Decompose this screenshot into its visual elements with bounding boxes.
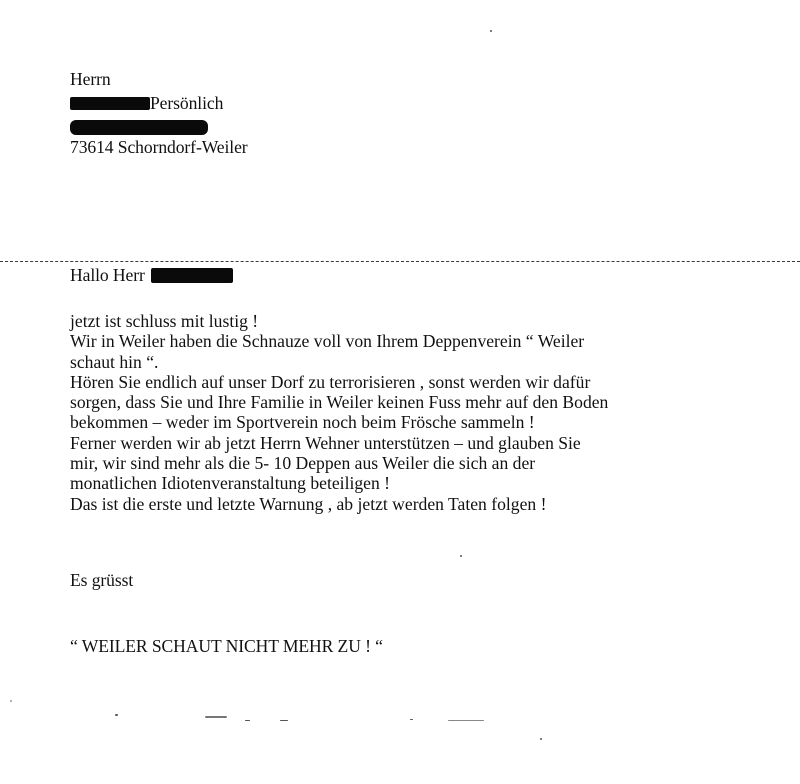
body-line: schaut hin “. <box>70 351 159 372</box>
redacted-greeting-name-bar <box>151 268 233 283</box>
scan-speck <box>448 720 484 721</box>
address-name-suffix: Persönlich <box>150 93 224 113</box>
letter-body <box>70 311 790 514</box>
signature-line: “ WEILER SCHAUT NICHT MEHR ZU ! “ <box>70 636 383 656</box>
body-line: Wir in Weiler haben die Schnauze voll von Ihrem Deppenverein “ Weiler <box>70 331 585 352</box>
scan-speck <box>410 719 413 720</box>
redacted-street-bar <box>70 120 208 135</box>
body-line: Das ist die erste und letzte Warnung , ab jetzt werden Taten folgen ! <box>70 493 547 514</box>
greeting-text: Hallo Herr <box>70 265 145 285</box>
closing-line: Es grüsst <box>70 570 134 590</box>
greeting-line <box>70 264 233 286</box>
scan-speck <box>245 720 250 721</box>
body-line: mir, wir sind mehr als die 5- 10 Deppen aus Weiler die sich an der <box>70 453 536 474</box>
scan-speck <box>540 738 542 740</box>
scan-speck <box>460 555 462 557</box>
body-line: Ferner werden wir ab jetzt Herrn Wehner unterstützen – und glauben Sie <box>70 432 581 453</box>
scan-speck <box>490 30 492 32</box>
body-line: Hören Sie endlich auf unser Dorf zu terrorisieren , sonst werden wir dafür <box>70 371 591 392</box>
body-line: monatlichen Idiotenveranstaltung beteiligen ! <box>70 473 391 494</box>
scan-speck <box>205 716 227 718</box>
address-street-line <box>70 114 208 136</box>
scan-speck <box>115 714 118 716</box>
redacted-name-bar <box>70 97 150 110</box>
scan-speck <box>10 700 12 702</box>
scan-speck <box>280 720 288 721</box>
address-name-line <box>70 92 223 114</box>
address-salutation: Herrn <box>70 69 111 89</box>
fold-line <box>0 261 800 262</box>
body-line: bekommen – weder im Sportverein noch beim Frösche sammeln ! <box>70 412 535 433</box>
body-line: jetzt ist schluss mit lustig ! <box>70 311 259 331</box>
body-line: sorgen, dass Sie und Ihre Familie in Weiler keinen Fuss mehr auf den Boden <box>70 392 609 413</box>
address-city: 73614 Schorndorf-Weiler <box>70 137 248 157</box>
